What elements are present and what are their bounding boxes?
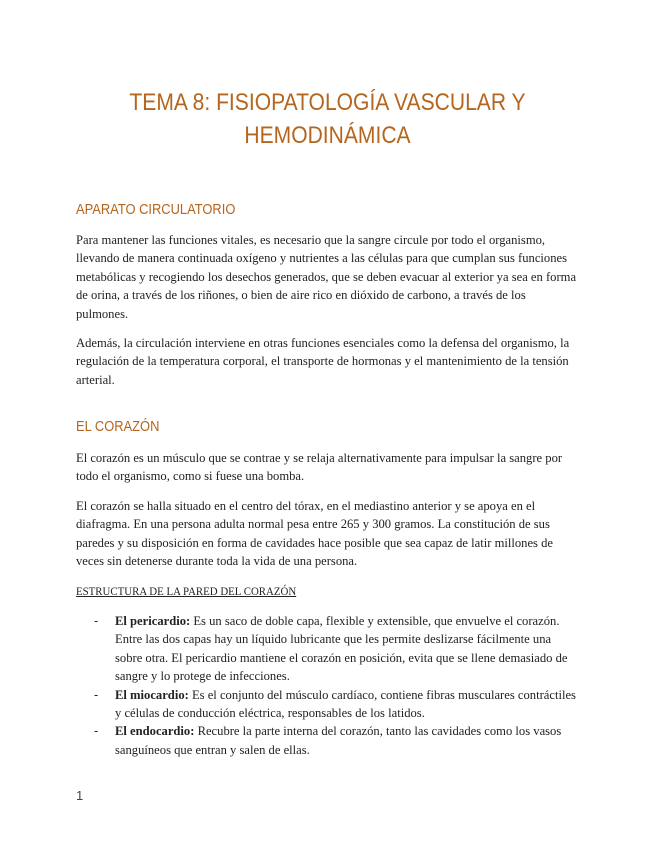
subsection-heading: ESTRUCTURA DE LA PARED DEL CORAZÓN <box>76 584 297 598</box>
list-item <box>76 612 579 686</box>
list-item-text: Recubre la parte interna del corazón, tanto las cavidades como los vasos sanguíneos que entran y salen de ellas. <box>115 724 562 757</box>
list-item <box>76 722 579 759</box>
paragraph: Para mantener las funciones vitales, es necesario que la sangre circule por todo el organismo, llevando de manera continuada oxígeno y nutrientes a las células para que cumplan sus funciones metabólicas y recogiendo los desechos generados, que se deben evacuar al exterior ya sea en forma de orina, a través de los riñones, o bien de aire rico en dióxido de carbono, a través de los pulmones. <box>76 233 577 321</box>
paragraph: El corazón es un músculo que se contrae y se relaja alternativamente para impulsar la sangre por todo el organismo, como si fuese una bomba. <box>76 451 563 484</box>
list-bullet: - <box>94 687 99 702</box>
list-bullet: - <box>94 724 99 739</box>
list-bullet: - <box>94 614 99 628</box>
list-item <box>76 686 579 723</box>
list-item-text: Es el conjunto del músculo cardíaco, contiene fibras musculares contráctiles y células de conducción eléctrica, responsables de los latidos. <box>115 687 576 721</box>
document-title: TEMA 8: FISIOPATOLOGÍA VASCULAR Y HEMODINÁMICA <box>129 89 526 149</box>
list-item-term: El pericardio: <box>115 614 191 628</box>
structure-list <box>76 612 579 759</box>
section-heading-aparato-circulatorio: APARATO CIRCULATORIO <box>76 201 236 218</box>
section-heading-el-corazon: EL CORAZÓN <box>76 418 160 435</box>
paragraph: El corazón se halla situado en el centro del tórax, en el mediastino anterior y se apoya en el diafragma. En una persona adulta normal pesa entre 265 y 300 gramos. La constitución de sus paredes y su disposición en forma de cavidades hace posible que sea capaz de latir millones de veces sin detenerse durante toda la vida de una persona. <box>76 499 553 569</box>
list-item-term: El miocardio: <box>115 687 189 702</box>
list-item-text: Es un saco de doble capa, flexible y extensible, que envuelve el corazón. Entre las dos capas hay un líquido lubricante que les permite deslizarse fácilmente una sobre otra. El pericardio mantiene el corazón en posición, evita que se llene demasiado de sangre y lo protege de infecciones. <box>115 614 568 684</box>
paragraph: Además, la circulación interviene en otras funciones esenciales como la defensa del organismo, la regulación de la temperatura corporal, el transporte de hormonas y el mantenimiento de la tensión arterial. <box>76 336 570 387</box>
page-number: 1 <box>76 788 84 803</box>
list-item-term: El endocardio: <box>115 724 195 739</box>
